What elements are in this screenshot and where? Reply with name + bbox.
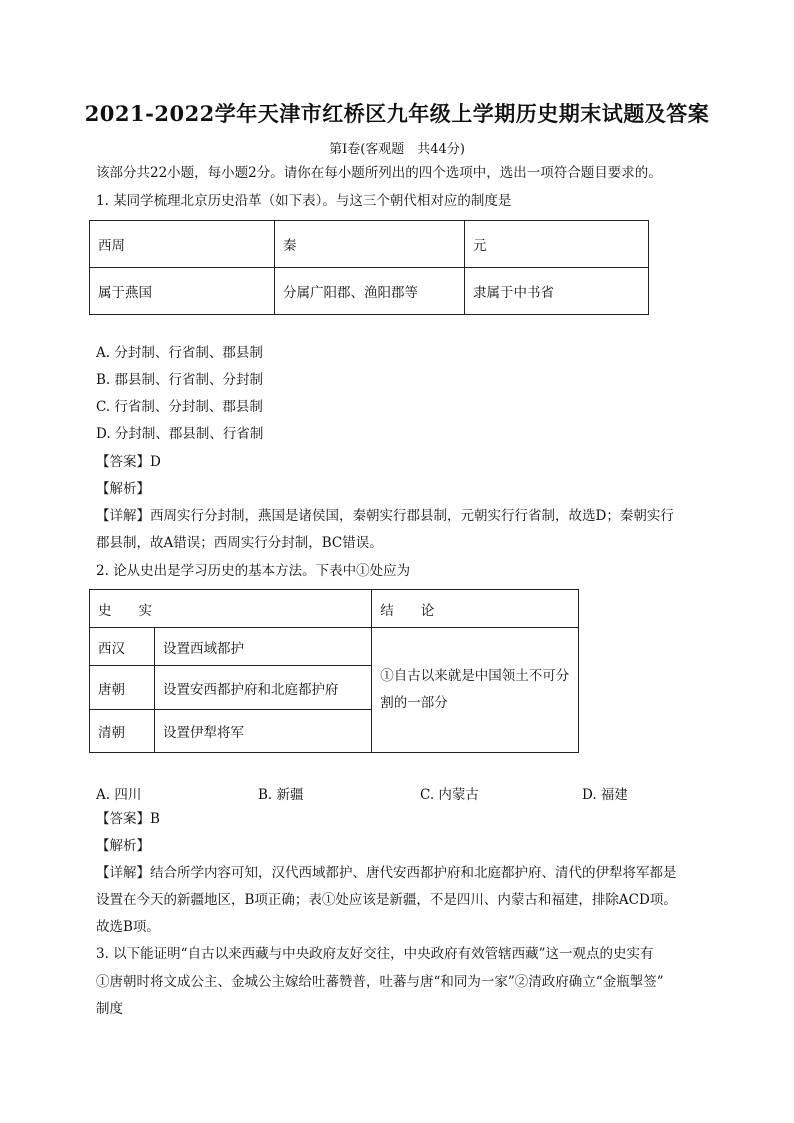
option-d: D. 分封制、郡县制、行省制: [96, 426, 264, 442]
table-row: [90, 268, 649, 315]
analysis-label: 【解析】: [96, 838, 150, 854]
conclusion-text: 割的一部分: [380, 695, 448, 711]
detail-text: 设置在今天的新疆地区，B项正确；表①处应该是新疆，不是四川、内蒙古和福建，排除ACD项。: [96, 892, 677, 908]
table-cell: 元: [465, 221, 649, 268]
detail-text: 故选B项。: [96, 919, 160, 935]
table-cell: 分属广阳郡、渔阳郡等: [275, 268, 465, 315]
question-3-text: 制度: [96, 1001, 123, 1017]
analysis-label: 【解析】: [96, 481, 150, 497]
table-cell: 设置西域都护: [155, 628, 372, 666]
question-2-table: [89, 589, 579, 753]
option-b: B. 新疆: [258, 787, 304, 803]
option-a: A. 分封制、行省制、郡县制: [96, 345, 263, 361]
table-cell: 清朝: [90, 710, 155, 753]
option-d: D. 福建: [582, 787, 628, 803]
table-row: [90, 590, 579, 628]
table-cell: 隶属于中书省: [465, 268, 649, 315]
table-conclusion-cell: [372, 628, 579, 753]
option-b: B. 郡县制、行省制、分封制: [96, 372, 264, 388]
table-cell: 属于燕国: [90, 268, 275, 315]
conclusion-text: ①自古以来就是中国领土不可分: [380, 668, 570, 684]
table-cell: 西周: [90, 221, 275, 268]
question-2-stem: 2. 论从史出是学习历史的基本方法。下表中①处应为: [96, 563, 411, 579]
table-cell: 设置安西都护府和北庭都护府: [155, 666, 372, 710]
table-header-cell: 结 论: [372, 590, 579, 628]
table-cell: 西汉: [90, 628, 155, 666]
table-row: [90, 221, 649, 268]
detail-text: 【详解】西周实行分封制，燕国是诸侯国，秦朝实行郡县制，元朝实行行省制，故选D；秦朝实行: [96, 508, 674, 524]
option-a: A. 四川: [96, 787, 142, 803]
answer-label: 【答案】D: [96, 454, 161, 470]
table-row: [90, 628, 579, 666]
table-cell: 唐朝: [90, 666, 155, 710]
question-1-table: [89, 220, 649, 315]
table-cell: 设置伊犁将军: [155, 710, 372, 753]
question-3-text: ①唐朝时将文成公主、金城公主嫁给吐蕃赞普，吐蕃与唐“和同为一家”②清政府确立“金瓶掣签”: [96, 974, 664, 990]
section-intro: 该部分共22小题，每小题2分。请你在每小题所列出的四个选项中，选出一项符合题目要求的。: [96, 165, 662, 181]
section-heading: 第Ⅰ卷(客观题 共44分): [329, 142, 465, 157]
option-c: C. 内蒙古: [420, 787, 479, 803]
option-c: C. 行省制、分封制、郡县制: [96, 399, 263, 415]
table-cell: 秦: [275, 221, 465, 268]
answer-label: 【答案】B: [96, 811, 160, 827]
detail-text: 【详解】结合所学内容可知，汉代西域都护、唐代安西都护府和北庭都护府、清代的伊犁将军都是: [96, 865, 677, 881]
document-title: 2021-2022学年天津市红桥区九年级上学期历史期末试题及答案: [84, 101, 710, 126]
table-header-cell: 史 实: [90, 590, 372, 628]
question-1-stem: 1. 某同学梳理北京历史沿革（如下表）。与这三个朝代相对应的制度是: [96, 193, 512, 209]
question-3-stem: 3. 以下能证明“自古以来西藏与中央政府友好交往，中央政府有效管辖西藏”这一观点的史实有: [96, 946, 654, 962]
detail-text: 郡县制，故A错误；西周实行分封制，BC错误。: [96, 535, 383, 551]
